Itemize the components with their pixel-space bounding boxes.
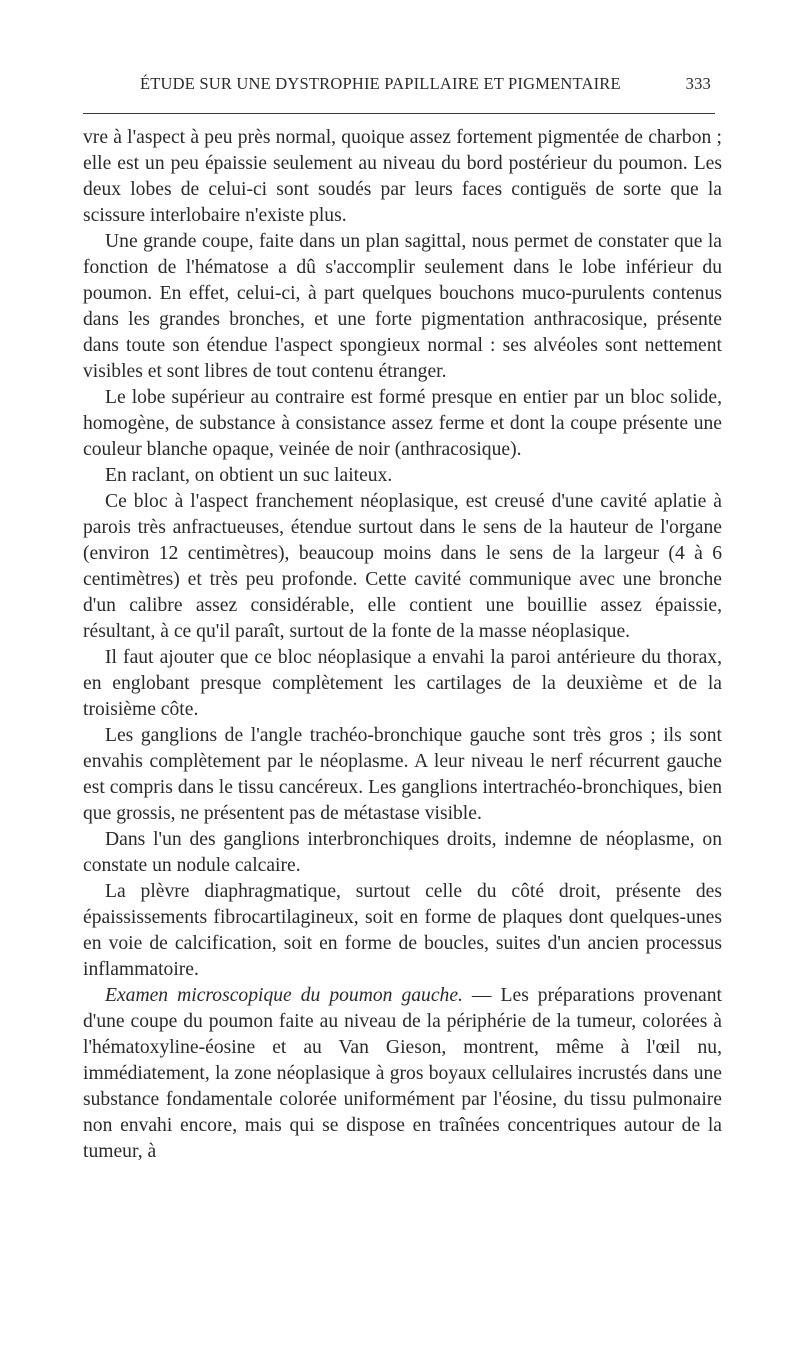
paragraph-1: vre à l'aspect à peu près normal, quoique assez fortement pigmentée de charbon ; elle est un peu épaissie seulement au niveau du bord postérieur du poumon. Les deux lobes de celui-ci sont soudés par leurs faces contiguës de sorte que la scissure interlobaire n'existe plus. bbox=[83, 127, 722, 226]
paragraph-7: Les ganglions de l'angle trachéo-bronchique gauche sont très gros ; ils sont envahis complètement par le néoplasme. A leur niveau le nerf récurrent gauche est compris dans le tissu cancéreux. Les ganglions intertrachéo-bronchiques, bien que grossis, ne présentent pas de métastase visible. bbox=[83, 725, 722, 824]
paragraph-5: Ce bloc à l'aspect franchement néoplasique, est creusé d'une cavité aplatie à parois très anfractueuses, étendue surtout dans le sens de la hauteur de l'organe (environ 12 centimètres), beaucoup moins dans le sens de la largeur (4 à 6 centimètres) et très peu profonde. Cette cavité communique avec une bronche d'un calibre assez considérable, elle contient une bouillie assez épaissie, résultant, à ce qu'il paraît, surtout de la fonte de la masse néoplasique. bbox=[83, 491, 722, 642]
paragraph-3: Le lobe supérieur au contraire est formé presque en entier par un bloc solide, homogène, de substance à consistance assez ferme et dont la coupe présente une couleur blanche opaque, veinée de noir (anthracosique). bbox=[83, 387, 722, 460]
paragraph-2: Une grande coupe, faite dans un plan sagittal, nous permet de constater que la fonction de l'hématose a dû s'accomplir seulement dans le lobe inférieur du poumon. En effet, celui-ci, à part quelques bouchons muco-purulents contenus dans les grandes bronches, et une forte pigmentation anthracosique, présente dans toute son étendue l'aspect spongieux normal : ses alvéoles sont nettement visibles et sont libres de tout contenu étranger. bbox=[83, 231, 722, 382]
paragraph-10-text: — Les préparations provenant d'une coupe du poumon faite au niveau de la périphérie de la tumeur, colorées à l'hématoxyline-éosine et au Van Gieson, montrent, même à l'œil nu, immédiatement, la zone néoplasique à gros boyaux cellulaires incrustés dans une substance fondamentale colorée uniformément par l'éosine, du tissu pulmonaire non envahi encore, mais qui se dispose en traînées concentriques autour de la tumeur, à bbox=[83, 985, 722, 1162]
running-title: ÉTUDE SUR UNE DYSTROPHIE PAPILLAIRE ET PIGMENTAIRE bbox=[140, 74, 621, 93]
body-text bbox=[83, 125, 722, 1165]
paragraph-6: Il faut ajouter que ce bloc néoplasique a envahi la paroi antérieure du thorax, en englobant presque complètement les cartilages de la deuxième et de la troisième côte. bbox=[83, 647, 722, 720]
paragraph-4: En raclant, on obtient un suc laiteux. bbox=[105, 465, 393, 486]
paragraph-9: La plèvre diaphragmatique, surtout celle du côté droit, présente des épaississements fibrocartilagineux, soit en forme de plaques dont quelques-unes en voie de calcification, soit en forme de boucles, suites d'un ancien processus inflammatoire. bbox=[83, 881, 722, 980]
paragraph-10 bbox=[83, 983, 722, 1165]
header-rule bbox=[83, 113, 715, 114]
running-header bbox=[83, 74, 715, 100]
paragraph-8: Dans l'un des ganglions interbronchiques droits, indemne de néoplasme, on constate un nodule calcaire. bbox=[83, 829, 722, 876]
section-heading: Examen microscopique du poumon gauche. bbox=[105, 985, 463, 1006]
page-number: 333 bbox=[685, 74, 711, 93]
